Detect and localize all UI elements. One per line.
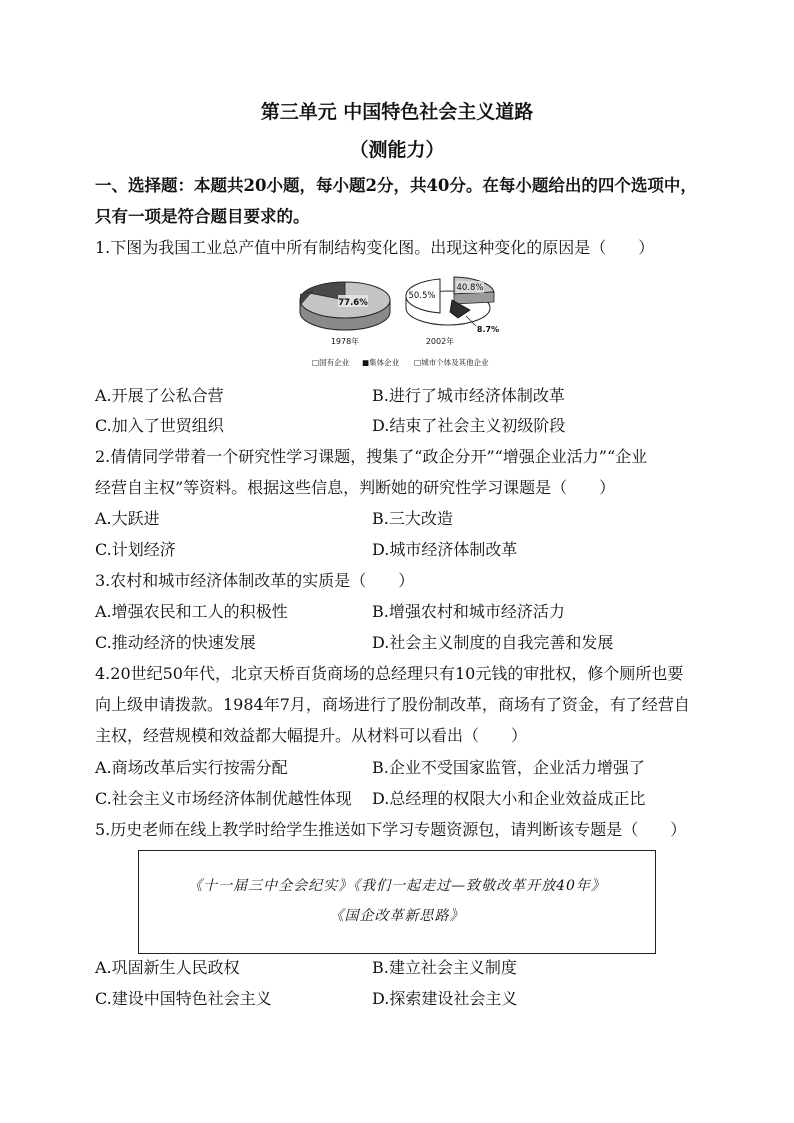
legend-other: □城市个体及其他企业 [414,358,489,367]
q4-option-c: C.社会主义市场经济体制优越性体现 [95,789,352,808]
q1-option-c: C.加入了世贸组织 [95,416,224,435]
resource-pack-line-1: 《十一届三中全会纪实》《我们一起走过—致敬改革开放40年》 [188,878,606,894]
label-1978-state: 77.6% [338,298,368,308]
q2-stem-line-1: 2.倩倩同学带着一个研究性学习课题，搜集了“政企分开”“增强企业活力”“企业 [95,447,648,466]
label-1978-year: 1978年 [330,337,360,346]
q3-option-c: C.推动经济的快速发展 [95,633,256,652]
q2-option-a: A.大跃进 [95,509,160,528]
q5-option-d: D.探索建设社会主义 [372,989,518,1008]
page-subtitle: （测能力） [349,139,445,161]
q2-option-d: D.城市经济体制改革 [372,540,518,559]
q5-option-a: A.巩固新生人民政权 [95,958,240,977]
q4-stem-line-2: 向上级申请拨款。1984年7月，商场进行了股份制改革，商场有了资金，有了经营自 [95,695,690,714]
resource-pack-line-2: 《国企改革新思路》 [329,908,465,924]
q1-option-b: B.进行了城市经济体制改革 [372,386,565,405]
q4-stem-line-1: 4.20世纪50年代，北京天桥百货商场的总经理只有10元钱的审批权，修个厕所也要 [95,664,684,683]
label-2002-state: 40.8% [456,283,484,293]
page-title: 第三单元 中国特色社会主义道路 [260,101,534,123]
pie-1978 [300,282,390,346]
q3-option-b: B.增强农村和城市经济活力 [372,602,565,621]
q5-option-b: B.建立社会主义制度 [372,958,517,977]
ownership-pie-chart [290,268,520,372]
pie-2002 [406,277,499,346]
q3-option-a: A.增强农民和工人的积极性 [95,602,288,621]
label-2002-year: 2002年 [425,337,455,346]
q4-option-d: D.总经理的权限大小和企业效益成正比 [372,789,646,808]
q1-stem: 1.下图为我国工业总产值中所有制结构变化图。出现这种变化的原因是（ ） [95,238,655,257]
section-heading: 一、选择题：本题共20小题，每小题2分，共40分。在每小题给出的四个选项中，只有一项是符合题目要求的。 [95,176,697,226]
q5-option-c: C.建设中国特色社会主义 [95,989,272,1008]
label-2002-collective: 8.7% [476,325,500,334]
q2-option-b: B.三大改造 [372,509,453,528]
resource-pack-box [138,850,656,954]
label-2002-other: 50.5% [408,291,436,301]
q2-stem-line-2: 经营自主权”等资料。根据这些信息，判断她的研究性学习课题是（ ） [95,478,616,497]
q1-option-d: D.结束了社会主义初级阶段 [372,416,566,435]
q2-option-c: C.计划经济 [95,540,176,559]
q4-stem-line-3: 主权，经营规模和效益都大幅提升。从材料可以看出（ ） [95,726,528,745]
q4-option-b: B.企业不受国家监管，企业活力增强了 [372,758,645,777]
q3-stem: 3.农村和城市经济体制改革的实质是（ ） [95,571,415,590]
legend-state: □国有企业 [312,358,350,367]
q5-stem: 5.历史老师在线上教学时给学生推送如下学习专题资源包，请判断该专题是（ ） [95,820,687,839]
q3-option-d: D.社会主义制度的自我完善和发展 [372,633,614,652]
q4-option-a: A.商场改革后实行按需分配 [95,758,288,777]
chart-legend [312,357,489,367]
q1-option-a: A.开展了公私合营 [95,386,224,405]
legend-collective: ■集体企业 [362,358,400,367]
